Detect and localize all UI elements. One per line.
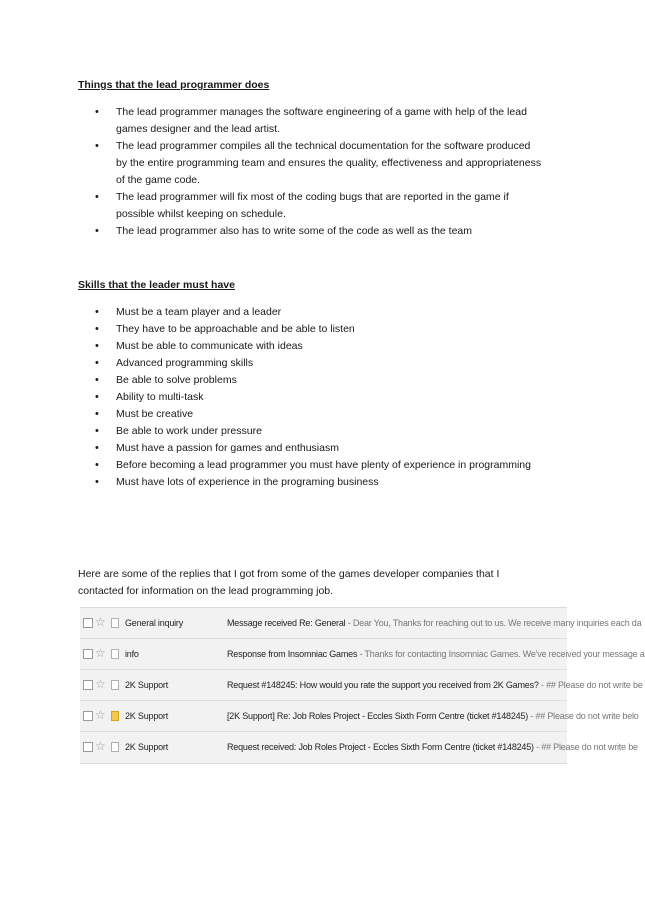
importance-marker-icon[interactable] <box>111 680 119 690</box>
email-snippet: - Dear You, Thanks for reaching out to us. We receive many inquiries each da <box>345 618 642 628</box>
list-item: • They have to be approachable and be able to listen <box>0 321 566 338</box>
importance-marker-icon[interactable] <box>111 618 119 628</box>
email-sender: info <box>125 649 139 659</box>
bullet-icon: • <box>95 306 99 318</box>
list-item: • Must be able to communicate with ideas <box>0 338 566 355</box>
email-snippet: - ## Please do not write be <box>533 742 638 752</box>
email-snippet: - Thanks for contacting Insomniac Games. We've received your message a <box>357 649 645 659</box>
bullet-icon: • <box>95 191 99 203</box>
bullet-icon: • <box>95 391 99 403</box>
importance-marker-icon[interactable] <box>111 649 119 659</box>
bullet-icon: • <box>95 323 99 335</box>
email-inbox-screenshot <box>80 607 645 764</box>
list-item: • Ability to multi-task <box>0 389 566 406</box>
bullet-icon: • <box>95 225 99 237</box>
email-row[interactable] <box>80 732 638 762</box>
star-icon[interactable]: ☆ <box>95 677 106 691</box>
star-icon[interactable]: ☆ <box>95 739 106 753</box>
star-icon[interactable]: ☆ <box>95 708 106 722</box>
bullet-icon: • <box>95 140 99 152</box>
bullet-icon: • <box>95 106 99 118</box>
section-heading-duties: Things that the lead programmer does <box>78 79 270 91</box>
email-message <box>227 742 638 752</box>
checkbox-icon[interactable] <box>83 649 93 659</box>
list-item: • The lead programmer manages the software engineering of a game with help of the lead games designer and the lead artist. <box>95 106 527 135</box>
checkbox-icon[interactable] <box>83 742 93 752</box>
email-message <box>227 649 645 659</box>
email-message <box>227 680 643 690</box>
list-item: • The lead programmer also has to write some of the code as well as the team <box>0 223 566 240</box>
bullet-icon: • <box>95 425 99 437</box>
email-sender: General inquiry <box>125 618 184 628</box>
checkbox-icon[interactable] <box>83 711 93 721</box>
email-subject: Request #148245: How would you rate the support you received from 2K Games? <box>227 680 539 690</box>
email-sender: 2K Support <box>125 742 169 752</box>
bullet-icon: • <box>95 459 99 471</box>
list-item: • Must be a team player and a leader <box>0 304 566 321</box>
email-row[interactable] <box>80 701 639 732</box>
email-message <box>227 711 639 721</box>
list-item: • Be able to work under pressure <box>0 423 566 440</box>
bullet-icon: • <box>95 340 99 352</box>
bullet-icon: • <box>95 408 99 420</box>
email-subject: Message received Re: General <box>227 618 346 628</box>
email-row[interactable] <box>80 639 645 670</box>
star-icon[interactable]: ☆ <box>95 646 106 660</box>
section-heading-skills: Skills that the leader must have <box>78 279 235 291</box>
email-row[interactable] <box>80 670 643 701</box>
email-sender: 2K Support <box>125 711 169 721</box>
list-item: • Must be creative <box>0 406 566 423</box>
list-item: • Must have lots of experience in the programing business <box>0 474 566 491</box>
email-subject: Response from Insomniac Games <box>227 649 358 659</box>
checkbox-icon[interactable] <box>83 680 93 690</box>
checkbox-icon[interactable] <box>83 618 93 628</box>
bullet-icon: • <box>95 374 99 386</box>
list-item: • The lead programmer compiles all the technical documentation for the software produced by the entire programming team and ensures the quality, effectiveness and appropriateness of the game code. <box>95 140 542 186</box>
email-subject: Request received: Job Roles Project - Eccles Sixth Form Centre (ticket #148245) <box>227 742 534 752</box>
email-row[interactable] <box>80 608 642 639</box>
email-sender: 2K Support <box>125 680 169 690</box>
importance-marker-icon[interactable] <box>111 711 119 721</box>
list-item: • Advanced programming skills <box>0 355 566 372</box>
list-item: • The lead programmer will fix most of the coding bugs that are reported in the game if possible whilst keeping on schedule. <box>95 191 509 220</box>
bullet-icon: • <box>95 476 99 488</box>
replies-intro-paragraph: Here are some of the replies that I got from some of the games developer companies that I contacted for information on the lead programming job. <box>78 568 500 597</box>
bullet-icon: • <box>95 442 99 454</box>
star-icon[interactable]: ☆ <box>95 615 106 629</box>
skills-list <box>0 304 566 491</box>
list-item: • Be able to solve problems <box>0 372 566 389</box>
list-item: • Must have a passion for games and enthusiasm <box>0 440 566 457</box>
bullet-icon: • <box>95 357 99 369</box>
email-snippet: - ## Please do not write belo <box>528 711 639 721</box>
email-subject: [2K Support] Re: Job Roles Project - Eccles Sixth Form Centre (ticket #148245) <box>227 711 529 721</box>
list-item: • Before becoming a lead programmer you must have plenty of experience in programming <box>0 457 566 474</box>
email-message <box>227 618 642 628</box>
duties-list <box>0 104 566 240</box>
importance-marker-icon[interactable] <box>111 742 119 752</box>
email-snippet: - ## Please do not write be <box>538 680 643 690</box>
